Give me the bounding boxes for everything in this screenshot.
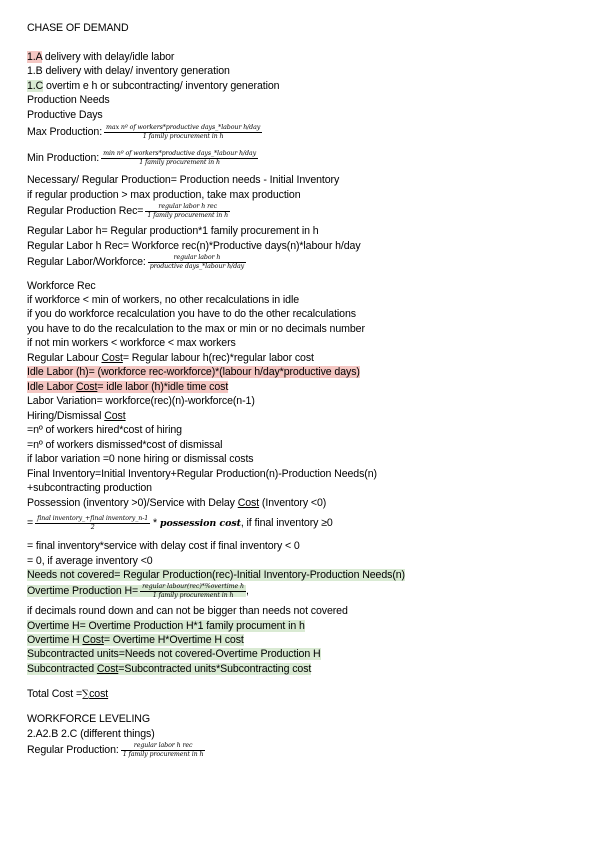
line-1a-text: delivery with delay/idle labor	[42, 51, 175, 63]
subcontracted-units	[27, 648, 321, 661]
if-workforce: if workforce < min of workers, no other recalculations in idle	[27, 294, 300, 306]
average-inventory-fraction	[35, 515, 150, 531]
highlight-needs-not-covered: Needs not covered= Regular Production(rec)-Initial Inventory-Production Needs(n)	[27, 569, 405, 581]
underlined-cost: Cost	[104, 410, 126, 422]
possession-cost-term: possession cost	[159, 517, 241, 529]
fraction-denominator: 1 family procurement in h	[142, 132, 224, 140]
highlight-idle-labor-h: Idle Labor (h)= (workforce rec-workforce)*(labour h/day*productive days)	[27, 366, 360, 378]
text: Idle Labor	[27, 381, 76, 393]
production-needs: Production Needs	[27, 94, 110, 106]
min-production	[27, 150, 258, 166]
fraction-denominator: 1 family procurement in h	[122, 750, 204, 758]
idle-labor-h	[27, 366, 360, 379]
highlight-overtime-production	[27, 585, 246, 597]
highlight-1a: 1.A	[27, 51, 43, 63]
sum-symbol: ∑	[82, 689, 90, 700]
plus-subcontracting: +subcontracting production	[27, 482, 152, 494]
text: Hiring/Dismissal	[27, 410, 105, 422]
comma: ,	[246, 584, 249, 597]
highlight-idle-labor-cost	[27, 381, 228, 393]
fraction-denominator: 1 family procurement in h	[152, 591, 234, 599]
fraction-numerator: max nº of workers*productive days_*labour h/day	[106, 124, 261, 131]
fraction-denominator: 1 family procurement in h	[147, 211, 229, 219]
workforce-rec: Workforce Rec	[27, 280, 96, 292]
possession-formula	[27, 515, 333, 531]
line-1b: 1.B delivery with delay/ inventory generation	[27, 65, 230, 77]
fraction-numerator: final inventory_+final inventory_n-1	[37, 515, 149, 522]
fraction-numerator: regular labour(rec)*%overtime h	[142, 583, 244, 590]
line-1a	[27, 51, 174, 64]
fraction-numerator: regular labor h rec	[121, 742, 206, 751]
fraction-numerator: regular labor h rec	[145, 203, 230, 212]
regular-labor-h-rec: Regular Labor h Rec= Workforce rec(n)*Productive days(n)*labour h/day	[27, 240, 361, 252]
max-production-label: Max Production:	[27, 125, 103, 138]
total-cost	[27, 688, 108, 701]
fraction-denominator: 1 family procurement in h	[139, 158, 220, 166]
highlight-subcontracted-cost	[27, 663, 311, 675]
workers-hired: =nº of workers hired*cost of hiring	[27, 424, 182, 436]
regular-production-rec	[27, 203, 230, 219]
text: =Subcontracted units*Subcontracting cost	[118, 663, 312, 675]
if-labor-variation: if labor variation =0 none hiring or dismissal costs	[27, 453, 254, 465]
overtime-h	[27, 620, 305, 633]
fraction-denominator: productive days_*labour h/day	[149, 262, 245, 270]
underlined-cost: cost	[89, 688, 109, 700]
text: = Regular labour h(rec)*regular labor cost	[122, 352, 314, 364]
line-1c	[27, 80, 279, 93]
max-production-fraction	[104, 124, 262, 140]
idle-labor-cost	[27, 381, 228, 394]
workforce-leveling-heading: WORKFORCE LEVELING	[27, 713, 150, 725]
regular-production	[27, 742, 205, 758]
if-decimals: if decimals round down and can not be bigger than needs not covered	[27, 605, 348, 617]
regular-labor-h: Regular Labor h= Regular production*1 family procurement in h	[27, 225, 319, 237]
regular-production-rec-label: Regular Production Rec=	[27, 204, 144, 217]
text: Possession (inventory >0)/Service with Delay	[27, 497, 238, 509]
overtime-production-fraction	[140, 583, 246, 599]
text: = Overtime H*Overtime H cost	[103, 634, 244, 646]
text: Subcontracted	[27, 663, 97, 675]
regular-labor-workforce-fraction	[148, 254, 246, 270]
labor-variation: Labor Variation= workforce(rec)(n)-workforce(n-1)	[27, 395, 255, 407]
subcontracted-cost	[27, 663, 311, 676]
highlight-overtime-h: Overtime H= Overtime Production H*1 family procument in h	[27, 620, 305, 632]
final-inventory-negative: = final inventory*service with delay cost if final inventory < 0	[27, 540, 300, 552]
text: , if final inventory ≥0	[240, 516, 333, 529]
if-you-do-recalculation: if you do workforce recalculation you have to do the other recalculations	[27, 308, 356, 320]
if-not-min-workers: if not min workers < workforce < max workers	[27, 337, 236, 349]
necessary-production: Necessary/ Regular Production= Production needs - Initial Inventory	[27, 174, 340, 186]
text: Overtime H	[27, 634, 83, 646]
text: = idle labor (h)*idle time cost	[97, 381, 229, 393]
regular-labour-cost	[27, 352, 314, 365]
regular-production-label: Regular Production:	[27, 743, 119, 756]
fraction-denominator: 2	[90, 523, 95, 531]
document-title: CHASE OF DEMAND	[27, 22, 129, 34]
min-production-fraction	[101, 150, 258, 166]
hiring-dismissal-cost	[27, 410, 126, 423]
regular-production-rec-fraction	[145, 203, 230, 219]
equals: =	[27, 516, 34, 529]
fraction-numerator: min nº of workers*productive days_*labour h/day	[103, 150, 257, 157]
underlined-cost: Cost	[237, 497, 260, 509]
highlight-1c: 1.C	[27, 80, 44, 92]
workers-dismissed: =nº of workers dismissed*cost of dismissal	[27, 439, 223, 451]
overtime-production-label: Overtime Production H=	[27, 584, 139, 597]
final-inventory: Final Inventory=Initial Inventory+Regular Production(n)-Production Needs(n)	[27, 468, 377, 480]
needs-not-covered	[27, 569, 405, 582]
regular-labor-workforce	[27, 254, 246, 270]
text: Total Cost =	[27, 688, 83, 700]
line-1c-text: overtim e h or subcontracting/ inventory generation	[43, 80, 280, 92]
text: Regular Labour	[27, 352, 102, 364]
overtime-h-cost	[27, 634, 244, 647]
highlight-subcontracted-units: Subcontracted units=Needs not covered-Overtime Production H	[27, 648, 321, 660]
underlined-cost: Cost	[96, 663, 119, 675]
text: (Inventory <0)	[259, 497, 327, 509]
min-production-label: Min Production:	[27, 151, 100, 164]
underlined-cost: Cost	[101, 352, 123, 364]
workforce-leveling-options: 2.A2.B 2.C (different things)	[27, 728, 155, 740]
fraction-numerator: regular labor h	[148, 254, 246, 263]
regular-labor-workforce-label: Regular Labor/Workforce:	[27, 255, 146, 268]
overtime-production	[27, 583, 249, 599]
you-have-to-recalculate: you have to do the recalculation to the max or min or no decimals number	[27, 323, 365, 335]
highlight-overtime-h-cost	[27, 634, 244, 646]
productive-days: Productive Days	[27, 109, 103, 121]
underlined-cost: Cost	[75, 381, 98, 393]
max-production	[27, 124, 262, 140]
zero-average-inventory: = 0, if average inventory <0	[27, 555, 153, 567]
if-regular-production: if regular production > max production, take max production	[27, 189, 301, 201]
multiply: *	[153, 516, 158, 529]
possession-cost	[27, 497, 326, 510]
underlined-cost: Cost	[82, 634, 104, 646]
regular-production-fraction	[121, 742, 206, 758]
